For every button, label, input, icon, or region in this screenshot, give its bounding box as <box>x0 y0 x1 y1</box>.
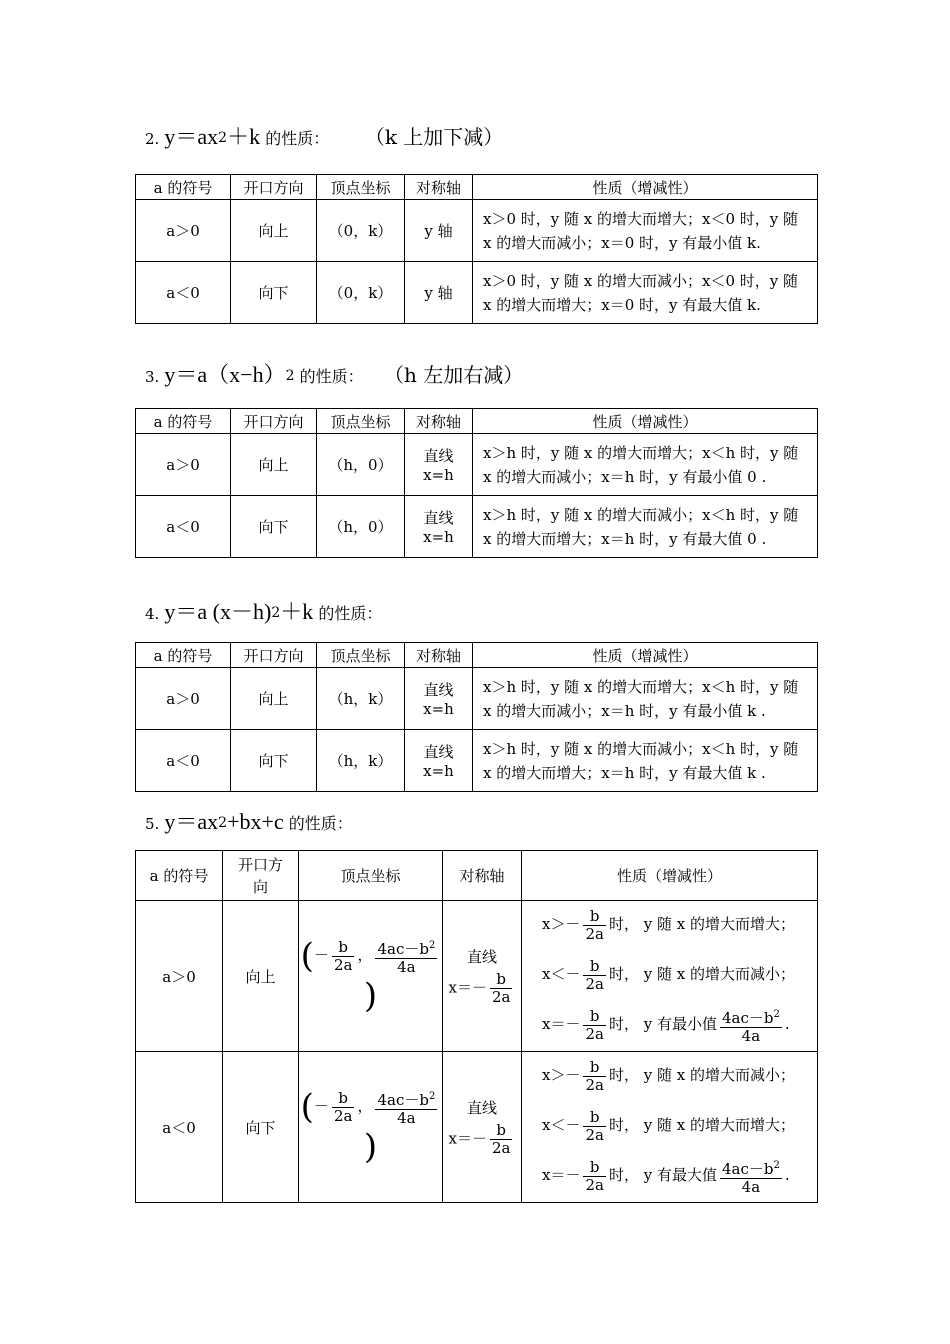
property-line3: x＝－ $\frac{b}{2a}$ 时， y 有最小值 $\frac{4ac-b^2}{4a}$ . <box>542 1006 790 1045</box>
fraction-b-over-2a: $\frac{b}{2a}$ <box>491 1121 511 1157</box>
sign-cell: a＞0 <box>136 200 231 262</box>
left-paren: ( <box>300 1087 314 1127</box>
property-cell <box>473 200 818 262</box>
property-line1: x＞h 时，y 随 x 的增大而增大；x＜h 时，y 随 <box>483 443 799 462</box>
property-cell <box>522 1052 818 1203</box>
table-row <box>136 730 818 792</box>
sign-cell: a＜0 <box>136 1052 223 1203</box>
formula: y＝ax <box>164 124 219 149</box>
table-row <box>136 901 818 1052</box>
vertex-cell: （h，k） <box>317 730 405 792</box>
header-direction: 开口方 向 <box>223 851 299 901</box>
axis-formula: x＝－ $\frac{b}{2a}$ <box>448 970 511 1006</box>
axis-line1: 直线 <box>423 447 454 465</box>
heading-suffix: 的性质： <box>265 129 330 148</box>
property-line1: x＞h 时，y 随 x 的增大而减小；x＜h 时，y 随 <box>483 505 799 524</box>
exponent: 2 <box>218 130 228 146</box>
header-row <box>136 851 818 901</box>
section-4-heading <box>145 595 382 626</box>
property-line2: x 的增大而增大；x＝0 时，y 有最大值 k. <box>483 295 761 314</box>
shift-rule-note: （h 左加右减） <box>383 363 524 387</box>
axis-cell <box>443 1052 522 1203</box>
table-row <box>136 1052 818 1203</box>
section-4-table <box>135 642 818 792</box>
axis-cell <box>405 730 473 792</box>
header-direction: 开口方向 <box>231 643 317 668</box>
table-row <box>136 434 818 496</box>
axis-formula: x＝－ $\frac{b}{2a}$ <box>448 1121 511 1157</box>
formula: y＝a（x−h） <box>164 362 286 387</box>
fraction-vertex-y: $\frac{4ac-b^2}{4a}$ <box>375 937 437 976</box>
property-line1: x＞－ $\frac{b}{2a}$ 时， y 随 x 的增大而增大； <box>542 906 795 943</box>
right-paren: ) <box>363 1127 378 1167</box>
section-number: 2. <box>145 130 160 148</box>
axis-line1: 直线 <box>423 743 454 761</box>
direction-cell: 向下 <box>231 730 317 792</box>
property-line2: x＜－ $\frac{b}{2a}$ 时， y 随 x 的增大而减小； <box>542 956 795 993</box>
heading-suffix: 的性质： <box>318 604 383 623</box>
formula: y＝a (x－h) <box>164 599 272 624</box>
direction-cell: 向下 <box>231 496 317 558</box>
minus: － <box>313 1097 329 1115</box>
header-vertex: 顶点坐标 <box>317 643 405 668</box>
property-line1: x＞0 时，y 随 x 的增大而增大；x＜0 时，y 随 <box>483 209 799 228</box>
vertex-cell: （0，k） <box>317 200 405 262</box>
property-line1: x＞h 时，y 随 x 的增大而增大；x＜h 时，y 随 <box>483 677 799 696</box>
heading-suffix: 的性质： <box>288 814 353 833</box>
property-cell <box>473 730 818 792</box>
header-vertex: 顶点坐标 <box>317 175 405 200</box>
header-axis: 对称轴 <box>405 175 473 200</box>
right-paren: ) <box>363 976 378 1016</box>
minus: － <box>313 946 329 964</box>
fraction-b-over-2a: $\frac{b}{2a}$ <box>333 1088 353 1125</box>
axis-line1: y 轴 <box>424 222 453 240</box>
header-sign: a 的符号 <box>136 851 223 901</box>
direction-cell: 向上 <box>231 434 317 496</box>
fraction-vertex-y: $\frac{4ac-b^2}{4a}$ <box>375 1088 437 1127</box>
property-line2: x 的增大而增大；x＝h 时，y 有最大值 0 . <box>483 529 767 548</box>
axis-line2: x=h <box>423 528 454 546</box>
vertex-cell <box>299 1052 443 1203</box>
section-number: 5. <box>145 815 160 833</box>
fraction-b-over-2a: $\frac{b}{2a}$ <box>333 937 353 974</box>
direction-cell: 向上 <box>231 200 317 262</box>
vertex-cell <box>299 901 443 1052</box>
section-3-table <box>135 408 818 558</box>
axis-cell <box>405 434 473 496</box>
property-line2: x 的增大而减小；x＝h 时，y 有最小值 0 . <box>483 467 767 486</box>
axis-line2: x=h <box>423 700 454 718</box>
comma: ， <box>357 1097 373 1115</box>
section-number: 4. <box>145 605 160 623</box>
direction-cell: 向上 <box>231 668 317 730</box>
header-axis: 对称轴 <box>405 409 473 434</box>
vertex-cell: （h，0） <box>317 496 405 558</box>
shift-rule-note: （k 上加下减） <box>364 125 504 149</box>
table-row <box>136 200 818 262</box>
exponent: 2 <box>271 605 281 621</box>
property-line1: x＞0 时，y 随 x 的增大而减小；x＜0 时，y 随 <box>483 271 799 290</box>
header-sign: a 的符号 <box>136 409 231 434</box>
direction-cell: 向下 <box>231 262 317 324</box>
formula: y＝ax <box>164 809 219 834</box>
sign-cell: a＞0 <box>136 901 223 1052</box>
property-line2: x 的增大而减小；x＝h 时，y 有最小值 k . <box>483 701 766 720</box>
property-line2: x 的增大而增大；x＝h 时，y 有最大值 k . <box>483 763 766 782</box>
sign-cell: a＜0 <box>136 496 231 558</box>
axis-cell <box>443 901 522 1052</box>
property-cell <box>522 901 818 1052</box>
axis-line2: x=h <box>423 466 454 484</box>
formula-tail: ＋k <box>280 599 314 624</box>
header-property: 性质（增减性） <box>522 851 818 901</box>
vertex-cell: （h，0） <box>317 434 405 496</box>
fraction-b-over-2a: $\frac{b}{2a}$ <box>491 970 511 1006</box>
axis-line2: x=h <box>423 762 454 780</box>
vertex-cell: （h，k） <box>317 668 405 730</box>
header-direction: 开口方向 <box>231 409 317 434</box>
header-property: 性质（增减性） <box>473 175 818 200</box>
axis-line1: y 轴 <box>424 284 453 302</box>
property-line2: x 的增大而减小；x＝0 时，y 有最小值 k. <box>483 233 761 252</box>
axis-cell <box>405 668 473 730</box>
vertex-cell: （0，k） <box>317 262 405 324</box>
header-property: 性质（增减性） <box>473 409 818 434</box>
table-row <box>136 262 818 324</box>
header-axis: 对称轴 <box>443 851 522 901</box>
property-cell <box>473 262 818 324</box>
header-vertex: 顶点坐标 <box>299 851 443 901</box>
header-row <box>136 175 818 200</box>
header-vertex: 顶点坐标 <box>317 409 405 434</box>
sign-cell: a＞0 <box>136 434 231 496</box>
sign-cell: a＞0 <box>136 668 231 730</box>
header-property: 性质（增减性） <box>473 643 818 668</box>
section-2-heading <box>145 120 503 151</box>
formula-tail: +bx+c <box>227 809 284 834</box>
axis-cell <box>405 200 473 262</box>
axis-cell <box>405 262 473 324</box>
left-paren: ( <box>300 936 314 976</box>
header-row <box>136 643 818 668</box>
axis-line1: 直线 <box>466 948 497 966</box>
property-line3: x＝－ $\frac{b}{2a}$ 时， y 有最大值 $\frac{4ac-b^2}{4a}$ . <box>542 1157 790 1196</box>
sign-cell: a＜0 <box>136 262 231 324</box>
comma: ， <box>357 946 373 964</box>
section-5-table <box>135 850 818 1203</box>
direction-cell: 向上 <box>223 901 299 1052</box>
header-direction: 开口方向 <box>231 175 317 200</box>
section-number: 3. <box>145 368 160 386</box>
property-cell <box>473 668 818 730</box>
formula-tail: ＋k <box>227 124 261 149</box>
exponent: 2 <box>285 368 295 384</box>
header-axis: 对称轴 <box>405 643 473 668</box>
section-2-table <box>135 174 818 324</box>
property-line1: x＞－ $\frac{b}{2a}$ 时， y 随 x 的增大而减小； <box>542 1057 795 1094</box>
exponent: 2 <box>218 815 228 831</box>
axis-cell <box>405 496 473 558</box>
heading-suffix: 的性质： <box>299 367 364 386</box>
property-cell <box>473 434 818 496</box>
property-line1: x＞h 时，y 随 x 的增大而减小；x＜h 时，y 随 <box>483 739 799 758</box>
header-sign: a 的符号 <box>136 643 231 668</box>
sign-cell: a＜0 <box>136 730 231 792</box>
axis-line1: 直线 <box>423 509 454 527</box>
property-line2: x＜－ $\frac{b}{2a}$ 时， y 随 x 的增大而增大； <box>542 1107 795 1144</box>
header-row <box>136 409 818 434</box>
axis-line1: 直线 <box>423 681 454 699</box>
direction-cell: 向下 <box>223 1052 299 1203</box>
table-row <box>136 496 818 558</box>
axis-line1: 直线 <box>466 1099 497 1117</box>
section-5-heading <box>145 805 353 836</box>
header-sign: a 的符号 <box>136 175 231 200</box>
section-3-heading <box>145 358 523 389</box>
property-cell <box>473 496 818 558</box>
table-row <box>136 668 818 730</box>
